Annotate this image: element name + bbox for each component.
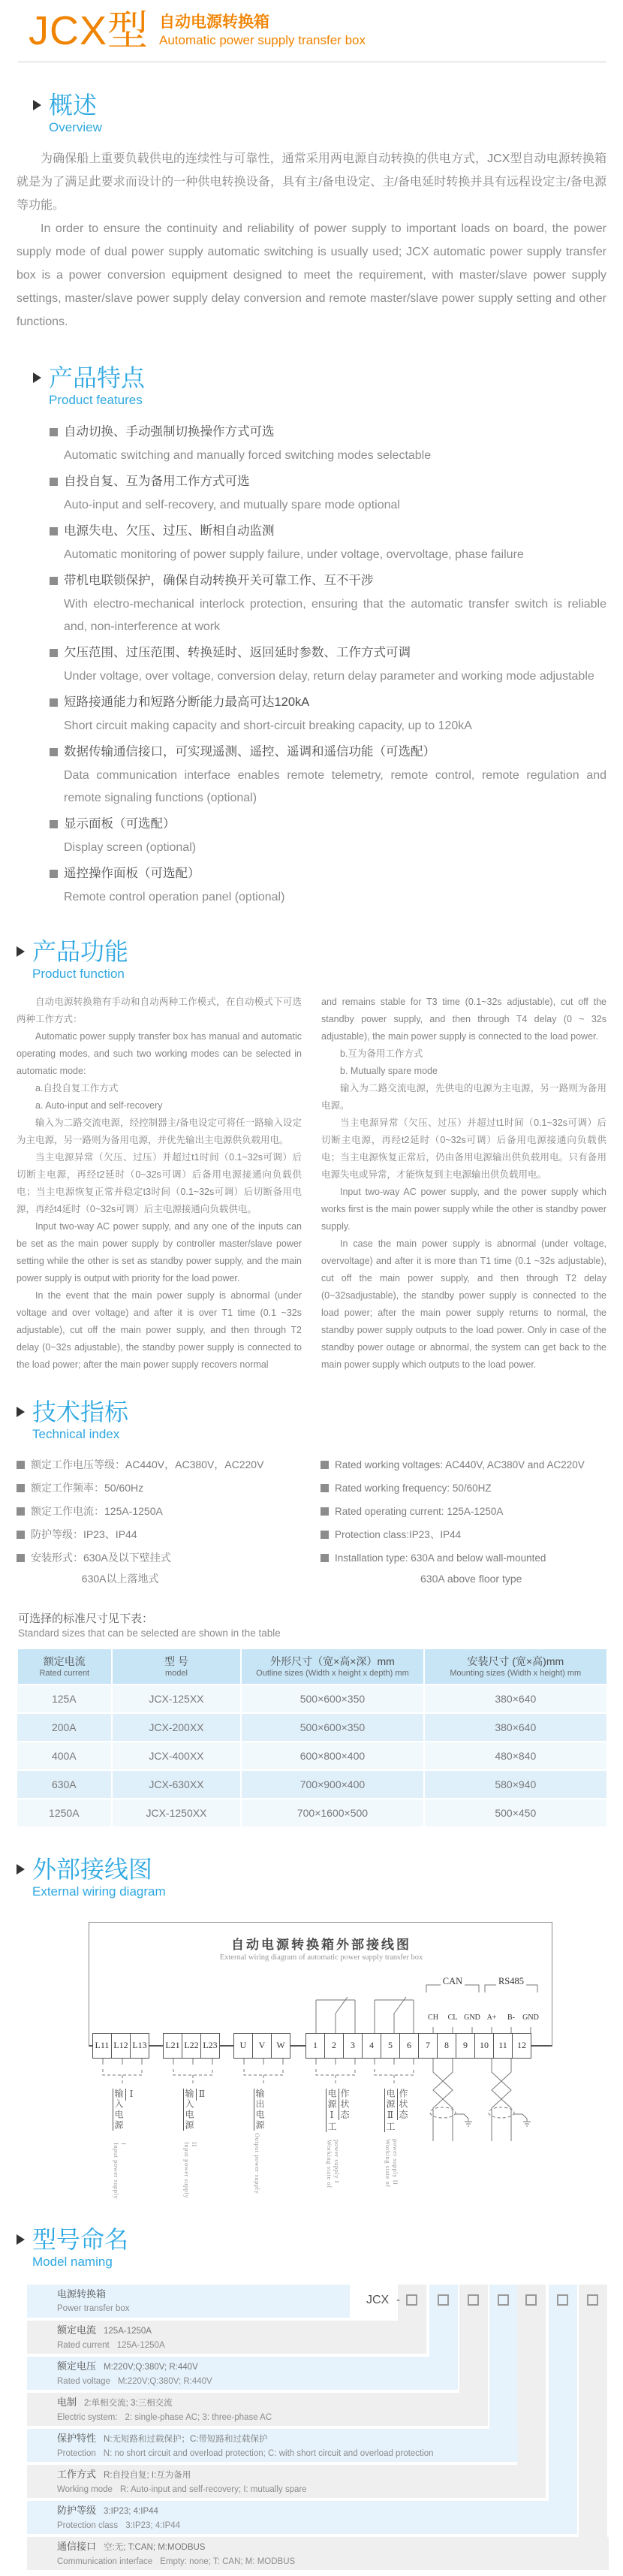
sizes-note-zh: 可选择的标准尺寸见下表： — [18, 1612, 154, 1625]
function-title-en: Product function — [32, 967, 125, 982]
terminal: 11 — [493, 2033, 513, 2059]
naming-title-en: Model naming — [32, 2255, 113, 2270]
code-box-icon — [438, 2294, 449, 2306]
terminal: L21 — [163, 2033, 182, 2059]
header-en: Mounting sizes (Width x height) mm — [450, 1668, 582, 1678]
naming-desc-en: N: no short circuit and overload protection; C: with short circuit and overload protection — [103, 2448, 434, 2458]
port-label-zh: 输入电源Ⅰ — [113, 2088, 137, 2131]
naming-row — [27, 2357, 458, 2390]
bullet-square-icon — [50, 649, 58, 657]
bullet-square-icon — [17, 1507, 25, 1516]
naming-label-en: Rated current — [57, 2340, 110, 2350]
table-row — [17, 1713, 606, 1742]
wiring-diagram — [89, 1922, 554, 2201]
table-header-cell — [241, 1649, 423, 1685]
port-label-zh: 电源Ⅰ工作状态 — [327, 2088, 350, 2132]
cell-model: JCX-630XX — [112, 1770, 242, 1799]
terminal: 5 — [381, 2033, 400, 2059]
naming-row — [27, 2393, 488, 2426]
rs485-bus-label: RS485 — [498, 1975, 525, 1986]
cell-model: JCX-125XX — [112, 1685, 242, 1713]
technical-item — [321, 1524, 602, 1546]
bullet-square-icon — [321, 1484, 329, 1492]
function-title-zh: 产品功能 — [32, 937, 129, 965]
terminal-group-input2 — [164, 2033, 220, 2059]
terminal: W — [271, 2033, 290, 2059]
pin-label: GND — [522, 2013, 539, 2022]
feature-text-en: Data communication interface enables remote telemetry, remote control, remote regulation and remote signaling functions (optional) — [64, 768, 606, 804]
diagram-title-zh: 自动电源转换箱外部接线图 — [231, 1937, 411, 1952]
model-prefix: JCX — [366, 2293, 390, 2306]
naming-label-en: Protection — [57, 2448, 96, 2458]
naming-desc-zh: 2:单相交流; 3:三相交流 — [84, 2398, 173, 2408]
port-label-en: Output power supply — [254, 2132, 261, 2194]
bullet-square-icon — [50, 428, 58, 436]
table-header-cell — [17, 1649, 112, 1685]
table-row — [17, 1685, 606, 1713]
function-paragraph: a.自投自复工作方式 — [35, 1082, 119, 1093]
terminal: 2 — [324, 2033, 344, 2059]
table-body — [17, 1685, 606, 1826]
feature-text-zh: 欠压范围、过压范围、转换延时、返回延时参数、工作方式可调 — [64, 645, 411, 659]
bullet-square-icon — [17, 1484, 25, 1492]
technical-title-zh: 技术指标 — [32, 1398, 129, 1425]
terminal: 12 — [512, 2033, 531, 2059]
port-label — [113, 2089, 137, 2201]
bullet-square-icon — [17, 1554, 25, 1562]
section-arrow-icon — [17, 946, 25, 957]
cell-mounting-size: 580×940 — [424, 1770, 606, 1799]
naming-label-en: Working mode — [57, 2484, 113, 2494]
technical-item — [321, 1454, 602, 1476]
bullet-square-icon — [321, 1531, 329, 1539]
port-label-en: Input power supply II — [183, 2141, 198, 2198]
overview-header — [33, 92, 606, 137]
naming-row — [27, 2465, 546, 2498]
model-code-row — [27, 2292, 609, 2310]
section-naming — [17, 2227, 606, 2576]
naming-desc-zh: 3:IP23; 4:IP44 — [104, 2506, 158, 2516]
feature-text-zh: 短路接通能力和短路分断能力最高可达120kA — [64, 695, 310, 709]
naming-desc-en: Empty: none; T: CAN; M: MODBUS — [160, 2556, 296, 2566]
port-label — [183, 2089, 207, 2201]
code-box-icon — [557, 2294, 568, 2306]
technical-text: Protection class:IP23、IP44 — [335, 1528, 462, 1540]
bullet-square-icon — [17, 1461, 25, 1469]
feature-text-en: Under voltage, over voltage, conversion delay, return delay parameter and working mode adjustable — [64, 669, 594, 683]
cell-mounting-size: 500×450 — [424, 1799, 606, 1826]
technical-text: 安装形式：630A及以下壁挂式 — [31, 1551, 171, 1564]
technical-item — [17, 1547, 321, 1589]
naming-desc-zh: N:无短路和过载保护；C:带短路和过载保护 — [104, 2434, 268, 2444]
terminal: L12 — [111, 2033, 131, 2059]
header-en: model — [164, 1668, 188, 1678]
wiring-title-en: External wiring diagram — [32, 1884, 166, 1899]
function-paragraph: 输入为二路交流电源，经控制器主/备电设定可将任一路输入设定为主电源，另一路则为备用电源，并优先输出主电源供负载用电。 — [17, 1117, 302, 1145]
function-paragraph: Input two-way AC power supply, and any one of the inputs can be set as the main power supply by controller master/slave power setting while the other is set as standby power supply, and the main power supply is output with priority for the load power. — [17, 1220, 302, 1283]
diagram-title-en: External wiring diagram of automatic power supply transfer box — [219, 1953, 423, 1962]
terminal: 4 — [362, 2033, 381, 2059]
terminal: L11 — [92, 2033, 112, 2059]
naming-label-zh: 工作方式 — [57, 2468, 97, 2480]
feature-text-en: Automatic monitoring of power supply failure, under voltage, overvoltage, phase failure — [64, 547, 524, 561]
technical-text: 额定工作频率：50/60Hz — [31, 1481, 144, 1494]
bullet-square-icon — [321, 1461, 329, 1469]
naming-desc-en: M:220V;Q:380V; R:440V — [117, 2376, 212, 2386]
terminal: U — [233, 2033, 253, 2059]
product-title — [159, 13, 366, 52]
terminal: 1 — [305, 2033, 325, 2059]
naming-header — [17, 2227, 606, 2271]
terminal: V — [252, 2033, 272, 2059]
terminal: L22 — [182, 2033, 201, 2059]
section-wiring — [17, 1857, 606, 2201]
terminal: 8 — [437, 2033, 456, 2059]
naming-label-zh: 电制 — [57, 2396, 77, 2408]
technical-item — [17, 1477, 321, 1499]
feature-text-zh: 带机电联锁保护，确保自动转换开关可靠工作、互不干涉 — [64, 573, 374, 587]
naming-label-en: Rated voltage — [57, 2376, 110, 2386]
bullet-square-icon — [321, 1507, 329, 1516]
technical-text: Rated working voltages: AC440V, AC380V and AC220V — [335, 1458, 585, 1470]
technical-text: Rated operating current: 125A-1250A — [335, 1505, 504, 1517]
cell-rated-current: 125A — [17, 1685, 112, 1713]
function-paragraph: In case the main power supply is abnormal (under voltage, overvoltage) and after it is more than T1 time (0.1 ~32s adjustable), cut off the main power supply, and then through T2 delay (0~32sadjustable), the standby power supply is connected to the load power; after the main power supply returns to normal, the standby power supply outputs to the load power. Only in case of the standby power outage or abnormal, the system can get back to the main power supply which outputs to the load power. — [321, 1238, 606, 1370]
section-function — [17, 939, 606, 1374]
naming-desc-zh: 125A-1250A — [104, 2326, 152, 2336]
naming-row — [27, 2321, 426, 2354]
naming-label-en: Electric system: — [57, 2412, 118, 2422]
naming-desc-en: 2: single-phase AC; 3: three-phase AC — [125, 2412, 272, 2422]
terminal: L23 — [200, 2033, 220, 2059]
function-header — [17, 939, 606, 983]
cell-outline-size: 500×600×350 — [241, 1685, 423, 1713]
features-title-en: Product features — [49, 393, 143, 408]
cell-outline-size: 700×1600×500 — [241, 1799, 423, 1826]
technical-item — [17, 1501, 321, 1522]
naming-desc-en: 125A-1250A — [116, 2340, 165, 2350]
feature-text-en: With electro-mechanical interlock protection, ensuring that the automatic transfer switch is reliable and, non-interference at work — [64, 597, 606, 633]
naming-label-zh: 通信接口 — [57, 2540, 97, 2552]
model-naming-diagram — [27, 2285, 609, 2576]
table-row — [17, 1742, 606, 1770]
cell-rated-current: 200A — [17, 1713, 112, 1742]
terminal: 9 — [456, 2033, 475, 2059]
port-label — [326, 2089, 351, 2201]
product-model-logo: JCX型 — [29, 8, 149, 53]
section-features — [17, 365, 606, 909]
function-paragraph: 输入为二路交流电源，先供电的电源为主电源，另一路则为备用电源。 — [321, 1082, 606, 1111]
function-paragraph: 当主电源异常（欠压、过压）并超过t1时间（0.1~32s可调）后切断主电源，再经t2延时（0~32s可调）后备用电源接通向负载供电；当主电源恢复正常后，仍由备用电源输出供负载用电。只有备用电源失电或异常，才能恢复到主电源输出供负载用电。 — [321, 1117, 606, 1180]
terminal-group-input1 — [93, 2033, 149, 2059]
bullet-square-icon — [50, 577, 58, 585]
code-box-icon — [468, 2294, 479, 2306]
features-list — [17, 420, 606, 909]
pin-label: CH — [428, 2013, 438, 2022]
sizes-note-en: Standard sizes that can be selected are shown in the table — [18, 1627, 281, 1639]
terminal: L13 — [130, 2033, 149, 2059]
bullet-square-icon — [50, 527, 58, 535]
model-dash: - — [396, 2293, 400, 2306]
terminal: 7 — [418, 2033, 438, 2059]
cell-rated-current: 1250A — [17, 1799, 112, 1826]
cell-mounting-size: 380×640 — [424, 1685, 606, 1713]
function-left-column — [17, 994, 302, 1374]
bullet-square-icon — [17, 1531, 25, 1539]
technical-text: 防护等级：IP23、IP44 — [31, 1528, 137, 1540]
function-paragraph: Automatic power supply transfer box has manual and automatic operating modes, and such two working modes can be selected in automatic mode: — [17, 1030, 302, 1076]
function-paragraph: 当主电源异常（欠压、过压）并超过t1时间（0.1~32s可调）后切断主电源，再经t2延时（0~32s可调）后备用电源接通向负载供电；当主电源恢复正常并稳定t3时间（0.1~32s可调）后切断备用电源，再经t4延时（0~32s可调）后主电源接通向负载供电。 — [17, 1151, 302, 1214]
naming-desc-zh: 空:无; T:CAN; M:MODBUS — [104, 2542, 206, 2552]
naming-label-zh: 电源转换箱 — [57, 2288, 107, 2300]
table-row — [17, 1799, 606, 1826]
naming-label-zh: 保护特性 — [57, 2432, 97, 2444]
port-label-zh: 输出电源 — [254, 2088, 265, 2131]
port-label — [254, 2089, 266, 2194]
naming-row — [27, 2501, 577, 2534]
feature-item — [50, 861, 606, 909]
technical-header — [17, 1399, 606, 1443]
table-header-cell — [112, 1649, 242, 1685]
table-row — [17, 1770, 606, 1799]
feature-text-zh: 自投自复、互为备用工作方式可选 — [64, 474, 250, 488]
function-paragraph: b. Mutually spare mode — [340, 1065, 438, 1076]
feature-item — [50, 519, 606, 566]
function-paragraph: Input two-way AC power supply, and the power supply which works first is the main power supply while the other is standby power supply. — [321, 1186, 606, 1232]
feature-item — [50, 469, 606, 517]
feature-item — [50, 420, 606, 467]
table-header-cell — [424, 1649, 606, 1685]
code-box-icon — [587, 2294, 598, 2306]
naming-rows — [27, 2285, 609, 2570]
code-box-icon — [525, 2294, 537, 2306]
feature-item — [50, 641, 606, 688]
pin-label: GND — [464, 2013, 480, 2022]
function-paragraph: In the event that the main power supply is abnormal (under voltage and over voltage) and after it is over T1 time (0.1 ~32s adjustable), cut off the main power supply, and then through T2 delay (0~32s adjustable), the standby power supply is connected to the load power; after the main power supply recovers normal — [17, 1290, 302, 1370]
cell-model: JCX-1250XX — [112, 1799, 242, 1826]
technical-list-en — [321, 1454, 602, 1591]
pin-label: B- — [507, 2013, 515, 2022]
section-arrow-icon — [33, 100, 41, 110]
feature-item — [50, 740, 606, 810]
feature-text-zh: 数据传输通信接口，可实现遥测、遥控、遥调和遥信功能（可选配） — [64, 744, 435, 759]
feature-text-en: Display screen (optional) — [64, 840, 197, 854]
terminal-group-output — [234, 2033, 290, 2059]
function-paragraph: a. Auto-input and self-recovery — [35, 1099, 163, 1111]
cell-outline-size: 700×900×400 — [241, 1770, 423, 1799]
features-title-zh: 产品特点 — [49, 363, 146, 391]
naming-row — [27, 2429, 518, 2462]
port-label — [384, 2089, 410, 2201]
technical-text: 额定工作电压等级：AC440V，AC380V，AC220V — [31, 1458, 264, 1470]
technical-list-zh — [17, 1454, 321, 1591]
technical-title-en: Technical index — [32, 1427, 120, 1442]
bullet-square-icon — [50, 478, 58, 486]
header-en: Rated current — [39, 1668, 90, 1678]
pin-label: A+ — [486, 2013, 497, 2022]
technical-text: Rated working frequency: 50/60HZ — [335, 1482, 492, 1494]
bullet-square-icon — [50, 820, 58, 828]
table-header-row — [17, 1649, 606, 1685]
section-technical — [17, 1399, 606, 1826]
naming-desc-en: R: Auto-input and self-recovery; I: mutually spare — [119, 2484, 307, 2494]
naming-label-en: Power transfer box — [57, 2303, 130, 2313]
naming-desc-zh: R:自投自复; I:互为备用 — [104, 2470, 191, 2480]
port-label-en: Working state of power supply I — [326, 2140, 341, 2188]
feature-text-zh: 遥控操作面板（可选配） — [64, 866, 200, 880]
header-zh: 外形尺寸（宽×高×深）mm — [270, 1654, 395, 1667]
header-zh: 型 号 — [164, 1654, 188, 1667]
cell-mounting-size: 480×840 — [424, 1742, 606, 1770]
terminal: 6 — [399, 2033, 419, 2059]
page-header — [17, 8, 606, 53]
overview-paragraph-zh: 为确保船上重要负载供电的连续性与可靠性，通常采用两电源自动转换的供电方式，JCX型自动电源转换箱就是为了满足此要求而设计的一种供电转换设备，具有主/备电设定、主/备电延时转换并具有远程设定主/备电源等功能。 — [17, 152, 606, 212]
feature-text-en: Short circuit making capacity and short-circuit breaking capacity, up to 120kA — [64, 719, 472, 732]
cell-outline-size: 600×800×400 — [241, 1742, 423, 1770]
bullet-square-icon — [50, 870, 58, 878]
naming-label-zh: 防护等级 — [57, 2504, 97, 2516]
cell-mounting-size: 380×640 — [424, 1713, 606, 1742]
naming-title-zh: 型号命名 — [32, 2225, 129, 2253]
cell-model: JCX-400XX — [112, 1742, 242, 1770]
feature-text-en: Automatic switching and manually forced switching modes selectable — [64, 448, 432, 462]
port-label-zh: 电源Ⅱ工作状态 — [385, 2088, 408, 2132]
naming-row — [27, 2537, 609, 2570]
technical-text: 额定工作电流：125A-1250A — [31, 1504, 163, 1517]
function-right-column — [321, 994, 606, 1374]
technical-item — [321, 1547, 602, 1589]
code-box-icon — [498, 2294, 509, 2306]
technical-item — [17, 1454, 321, 1476]
features-header — [33, 365, 606, 409]
function-paragraph: 自动电源转换箱有手动和自动两种工作模式，在自动模式下可选两种工作方式： — [17, 996, 302, 1024]
naming-label-zh: 额定电压 — [57, 2360, 97, 2372]
technical-subtext: 630A above floor type — [420, 1572, 522, 1585]
function-paragraph: and remains stable for T3 time (0.1~32s adjustable), cut off the standby power supply, and then through T4 delay (0 ~ 32s adjustable), the main power supply is connected to the load power. — [321, 996, 606, 1042]
header-zh: 安装尺寸 (宽×高)mm — [467, 1654, 564, 1667]
product-title-en: Automatic power supply transfer box — [159, 32, 366, 47]
feature-text-en: Remote control operation panel (optional) — [64, 890, 285, 903]
technical-item — [321, 1501, 602, 1522]
header-en: Outline sizes (Width x height x depth) mm — [256, 1668, 409, 1678]
can-bus-label: CAN — [442, 1975, 463, 1986]
terminal: 10 — [474, 2033, 494, 2059]
naming-label-en: Protection class — [57, 2520, 119, 2530]
port-label-en: Input power supply I — [113, 2143, 128, 2200]
product-title-zh: 自动电源转换箱 — [159, 13, 270, 31]
section-arrow-icon — [17, 2234, 25, 2245]
overview-paragraph-en: In order to ensure the continuity and reliability of power supply to important loads on board, the power supply mode of dual power supply automatic switching is usually used; JCX automatic power supply transfer box is a power conversion equipment designed to meet the requirement, with master/slave power supply settings, master/slave power supply delay conversion and remote master/slave power supply setting and other functions. — [17, 222, 606, 328]
bullet-square-icon — [321, 1554, 329, 1562]
code-box-icon — [406, 2294, 417, 2306]
feature-text-zh: 显示面板（可选配） — [64, 816, 176, 831]
bullet-square-icon — [50, 698, 58, 707]
section-overview — [17, 92, 606, 333]
technical-text: Installation type: 630A and below wall-mounted — [335, 1552, 546, 1564]
section-arrow-icon — [17, 1407, 25, 1417]
cell-rated-current: 400A — [17, 1742, 112, 1770]
overview-title-zh: 概述 — [49, 92, 98, 119]
standard-sizes-table — [17, 1649, 606, 1826]
feature-text-en: Auto-input and self-recovery, and mutually spare mode optional — [64, 498, 400, 511]
technical-item — [17, 1524, 321, 1546]
naming-label-zh: 额定电流 — [57, 2324, 97, 2336]
feature-text-zh: 电源失电、欠压、过压、断相自动监测 — [64, 523, 275, 538]
port-label-zh: 输入电源Ⅱ — [184, 2088, 207, 2131]
terminal: 3 — [343, 2033, 363, 2059]
overview-title-en: Overview — [49, 120, 102, 135]
feature-item — [50, 690, 606, 738]
cell-model: JCX-200XX — [112, 1713, 242, 1742]
section-arrow-icon — [33, 373, 41, 383]
feature-item — [50, 812, 606, 859]
naming-desc-en: 3:IP23; 4:IP44 — [125, 2520, 181, 2530]
function-paragraph: b.互为备用工作方式 — [340, 1048, 423, 1059]
port-label-en: Working state of power supply II — [384, 2139, 399, 2188]
technical-item — [321, 1477, 602, 1499]
wiring-header — [17, 1857, 606, 1901]
section-arrow-icon — [17, 1864, 25, 1875]
naming-label-en: Communication interface — [57, 2556, 153, 2566]
wiring-title-zh: 外部接线图 — [32, 1855, 153, 1883]
naming-desc-zh: M:220V;Q:380V; R:440V — [104, 2362, 198, 2372]
technical-subtext: 630A以上落地式 — [81, 1572, 159, 1585]
bullet-square-icon — [50, 748, 58, 756]
header-zh: 额定电流 — [43, 1654, 86, 1667]
pin-label: CL — [447, 2013, 458, 2022]
feature-text-zh: 自动切换、手动强制切换操作方式可选 — [64, 424, 275, 439]
cell-outline-size: 500×600×350 — [241, 1713, 423, 1742]
terminal-group-signals — [306, 2033, 531, 2059]
feature-item — [50, 569, 606, 638]
cell-rated-current: 630A — [17, 1770, 112, 1799]
